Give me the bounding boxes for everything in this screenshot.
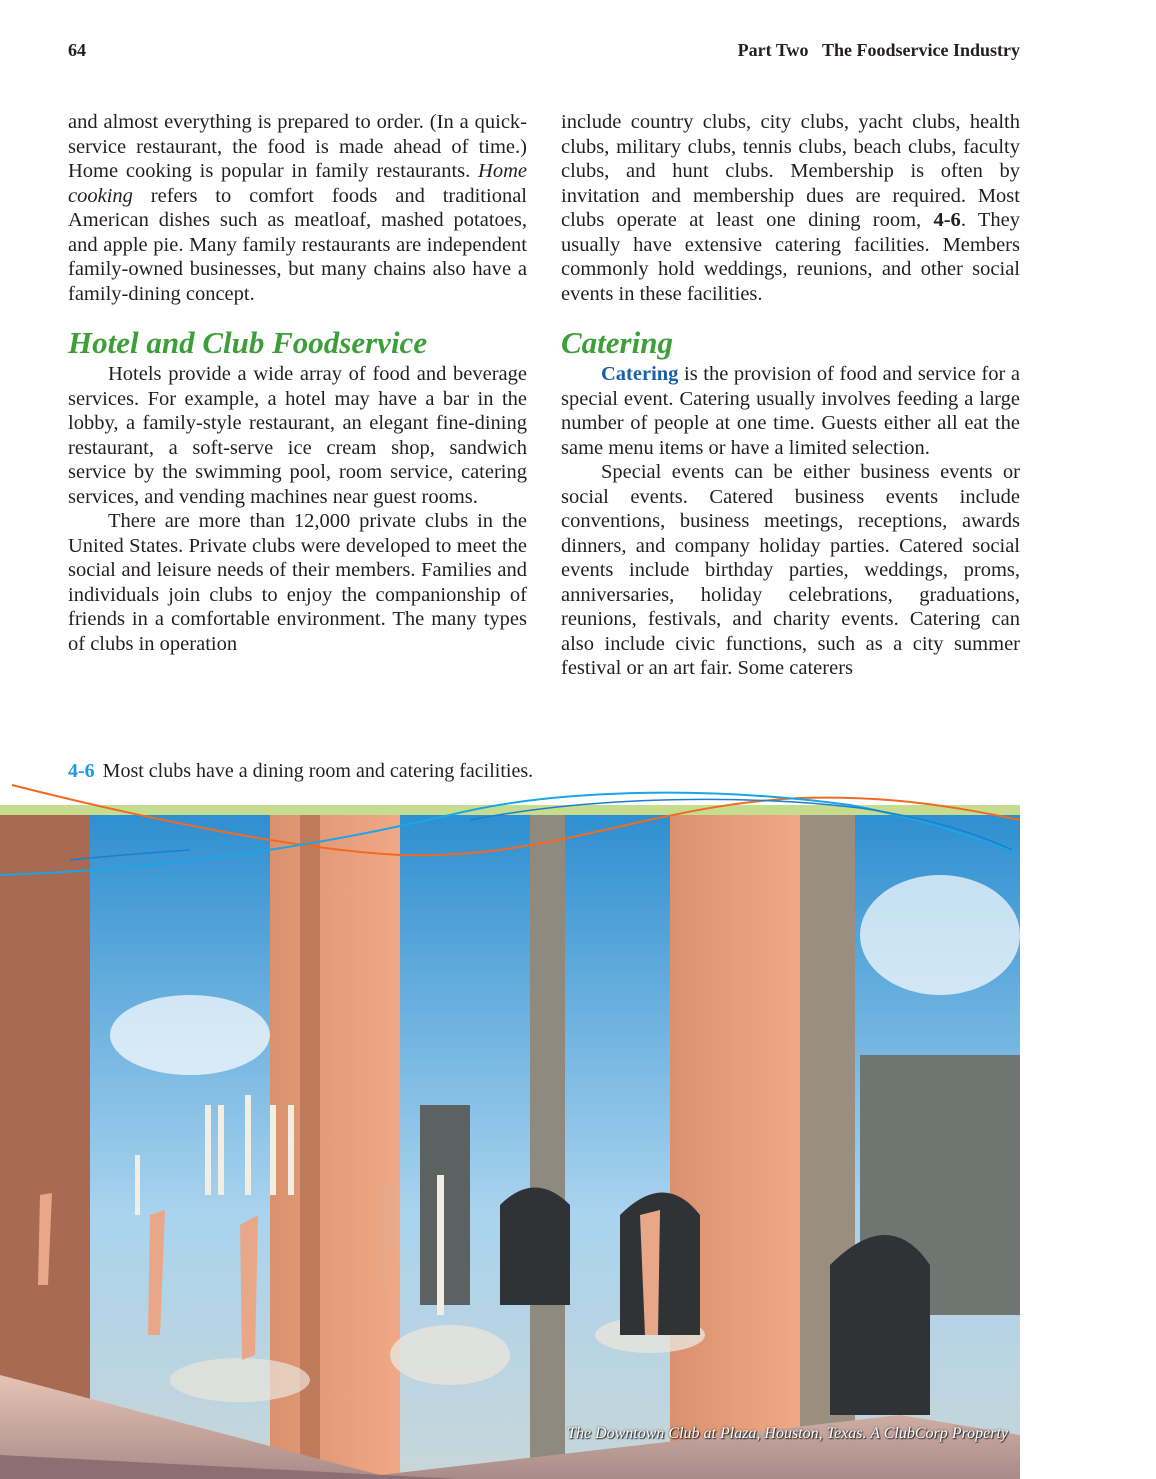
caption-text: Most clubs have a dining room and catering facilities.: [102, 760, 534, 782]
text: is the provision of food and service for a special event. Catering usually involves feeding a large number of people at one time. Guests either all eat the same menu items or have a limited selection.: [561, 363, 1020, 459]
right-column: [561, 110, 1020, 681]
paragraph: [561, 110, 1020, 306]
figure-reference: 4-6: [933, 209, 961, 231]
page-number: 64: [68, 40, 86, 60]
running-head-section: The Foodservice Industry: [822, 40, 1020, 60]
text: and almost everything is prepared to order. (In a quick-service restaurant, the food is made ahead of time.) Home cooking is popular in family restaurants.: [68, 111, 527, 182]
running-head: [738, 40, 1020, 61]
decorative-swoosh-lines: [0, 780, 1030, 880]
paragraph: [561, 362, 1020, 460]
text: . They usually have extensive catering facilities. Members commonly hold weddings, reunions, and other social events in these facilities.: [561, 209, 1020, 305]
text: include country clubs, city clubs, yacht clubs, health clubs, military clubs, tennis clubs, beach clubs, faculty clubs, and hunt clubs. Membership is often by invitation and membership dues are required. Most clubs operate at least one dining room,: [561, 111, 1020, 231]
photo-illustration: [0, 815, 1020, 1479]
running-head-part: Part Two: [737, 40, 809, 60]
left-column: [68, 110, 527, 656]
paragraph: Hotels provide a wide array of food and beverage services. For example, a hotel may have a bar in the lobby, a family-style restaurant, an elegant fine-dining restaurant, a soft-serve ice cream shop, sandwich service by the swimming pool, room service, catering services, and vending machines near guest rooms.: [68, 363, 527, 508]
paragraph: [68, 110, 527, 306]
italic-term: Home cooking: [68, 160, 527, 207]
text: refers to comfort foods and traditional American dishes such as meatloaf, mashed potatoes, and apple pie. Many family restaurants are independent family-owned businesses, but many chains also have a family-dining concept.: [68, 184, 527, 305]
figure-number: 4-6: [68, 760, 95, 782]
paragraph: Special events can be either business events or social events. Catered business events include conventions, business meetings, receptions, awards dinners, and company holiday parties. Catered social events include birthday parties, weddings, proms, anniversaries, holiday celebrations, graduations, reunions, festivals, and charity events. Catering can also include civic functions, such as a city summer festival or an art fair. Some caterers: [561, 461, 1020, 679]
section-heading-hotel-club: Hotel and Club Foodservice: [68, 325, 428, 360]
dining-room-photo: [0, 815, 1020, 1479]
photo-credit: The Downtown Club at Plaza, Houston, Texas. A ClubCorp Property: [567, 1425, 1008, 1442]
key-term-catering: Catering: [601, 363, 679, 385]
paragraph: There are more than 12,000 private clubs in the United States. Private clubs were developed to meet the social and leisure needs of their members. Families and individuals join clubs to enjoy the companionship of friends in a comfortable environment. The many types of clubs in operation: [68, 510, 527, 655]
section-heading-catering: Catering: [561, 325, 673, 360]
